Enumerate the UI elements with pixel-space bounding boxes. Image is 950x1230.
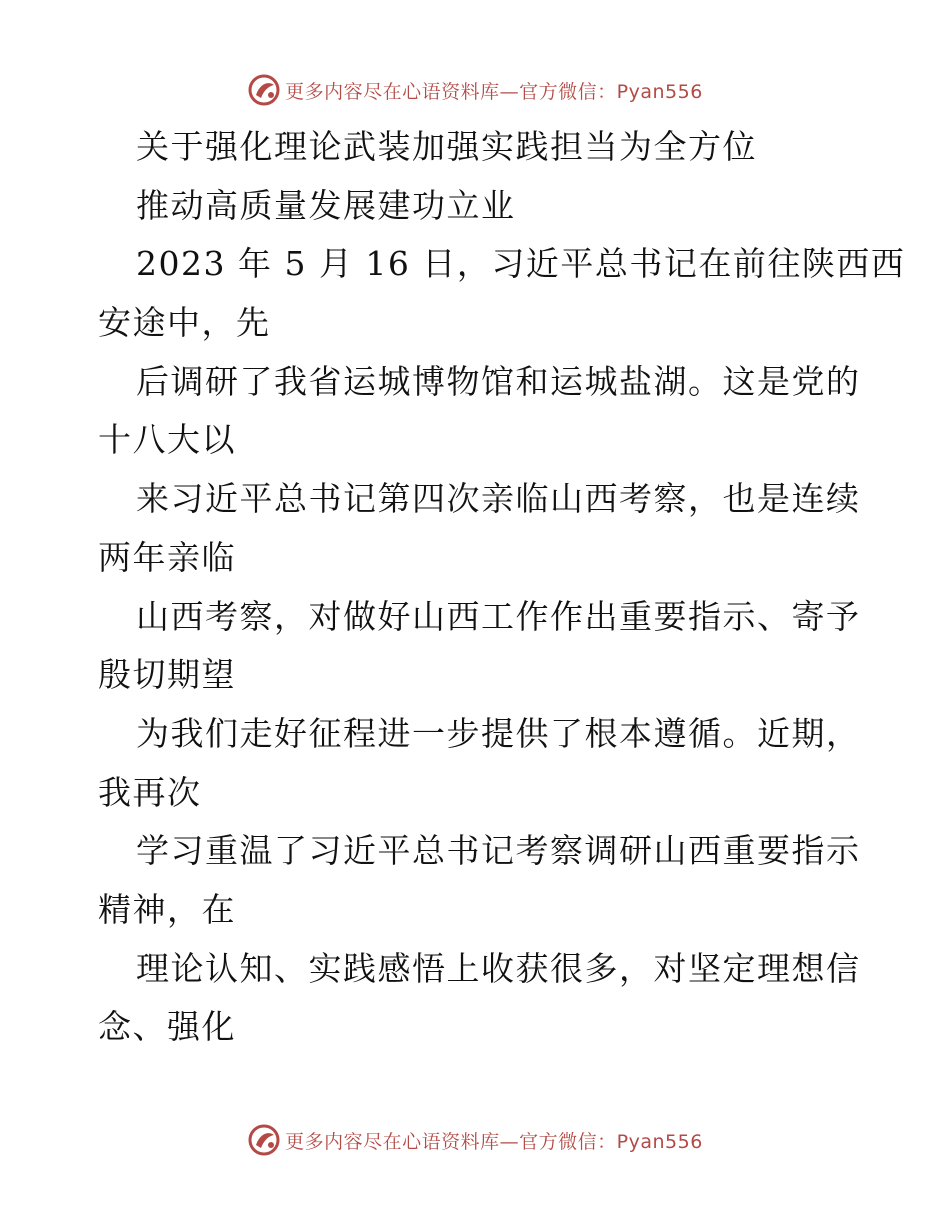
paragraph-line: 两年亲临 <box>98 537 236 577</box>
paragraph-line: 后调研了我省运城博物馆和运城盐湖。这是党的 <box>136 361 861 401</box>
doc-title-line-1: 关于强化理论武装加强实践担当为全方位 <box>136 127 757 166</box>
paragraph-line: 我再次 <box>98 772 202 812</box>
paragraph-line: 学习重温了习近平总书记考察调研山西重要指示 <box>136 831 861 871</box>
paragraph-line: 山西考察，对做好山西工作作出重要指示、寄予 <box>136 596 861 636</box>
paragraph-line: 殷切期望 <box>98 655 236 695</box>
document-body <box>98 118 906 1057</box>
brand-logo-icon <box>247 73 281 107</box>
header-watermark <box>0 70 950 110</box>
footer-watermark <box>0 1120 950 1160</box>
paragraph-line: 精神，在 <box>98 889 236 929</box>
paragraph-line: 理论认知、实践感悟上收获很多，对坚定理想信 <box>136 948 861 988</box>
footer-watermark-text: 更多内容尽在心语资料库—官方微信：Pyan556 <box>285 1130 703 1153</box>
paragraph-line: 为我们走好征程进一步提供了根本遵循。近期， <box>136 713 861 753</box>
paragraph-line: 念、强化 <box>98 1007 236 1047</box>
paragraph-line: 十八大以 <box>98 420 236 460</box>
paragraph-line: 来习近平总书记第四次亲临山西考察，也是连续 <box>136 479 861 519</box>
paragraph-line: 2023 年 5 月 16 日，习近平总书记在前往陕西西 <box>136 244 906 284</box>
paragraph-line: 安途中，先 <box>98 303 271 343</box>
brand-logo-icon <box>247 1123 281 1157</box>
doc-title-line-2: 推动高质量发展建功立业 <box>136 185 516 225</box>
header-watermark-text: 更多内容尽在心语资料库—官方微信：Pyan556 <box>285 80 703 103</box>
